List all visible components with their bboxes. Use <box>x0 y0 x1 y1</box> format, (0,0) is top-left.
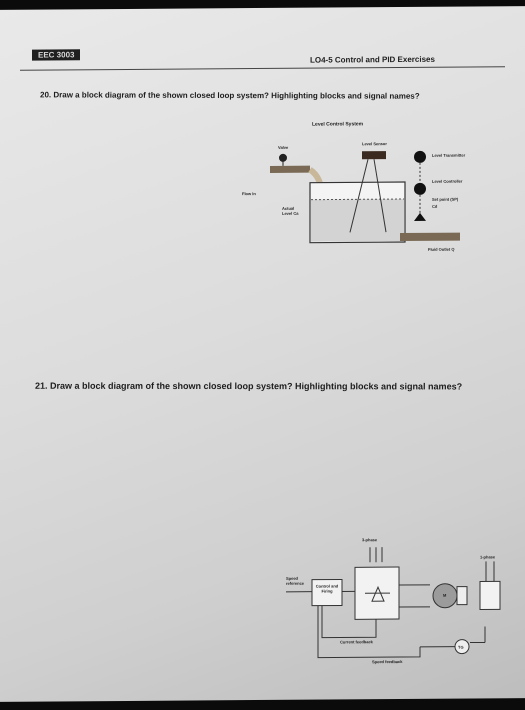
field-supply-block <box>480 581 500 609</box>
label-current-feedback: Current feedback <box>340 639 373 644</box>
label-speed-feedback: Speed feedback <box>372 659 402 664</box>
label-set-point: Set point (SP) <box>432 197 458 202</box>
label-one-phase: 1-phase <box>480 554 495 559</box>
label-level-sensor: Level Sensor <box>362 141 387 146</box>
label-cd: Cd <box>432 204 437 209</box>
question-text: Draw a block diagram of the shown closed loop system? Highlighting blocks and signal names? <box>53 90 419 100</box>
question-text: Draw a block diagram of the shown closed loop system? Highlighting blocks and signal names? <box>50 381 462 392</box>
label-flow-out: Fluid Outlet Q <box>428 247 454 252</box>
label-level-transmitter: Level Transmitter <box>432 153 466 158</box>
label-flow-in: Flow In <box>242 191 256 196</box>
label-control-firing: Control and Firing <box>314 583 340 593</box>
label-actual-level: Actual Level Ca <box>282 206 302 216</box>
question-number: 20. <box>40 90 51 99</box>
label-three-phase: 3-phase <box>362 537 377 542</box>
label-level-controller: Level Controller <box>432 179 468 184</box>
label-valve: Valve <box>278 145 288 150</box>
page-title: LO4-5 Control and PID Exercises <box>310 55 435 65</box>
course-code-badge: EEC 3003 <box>32 49 80 60</box>
dc-drive-figure <box>0 6 525 710</box>
label-tachometer: TG <box>458 645 464 650</box>
question-number: 21. <box>35 381 48 391</box>
paper-sheet <box>0 6 525 702</box>
label-speed-reference: Speed reference <box>286 576 310 586</box>
label-motor: M <box>443 593 446 598</box>
figure-caption: Level Control System <box>312 121 363 127</box>
